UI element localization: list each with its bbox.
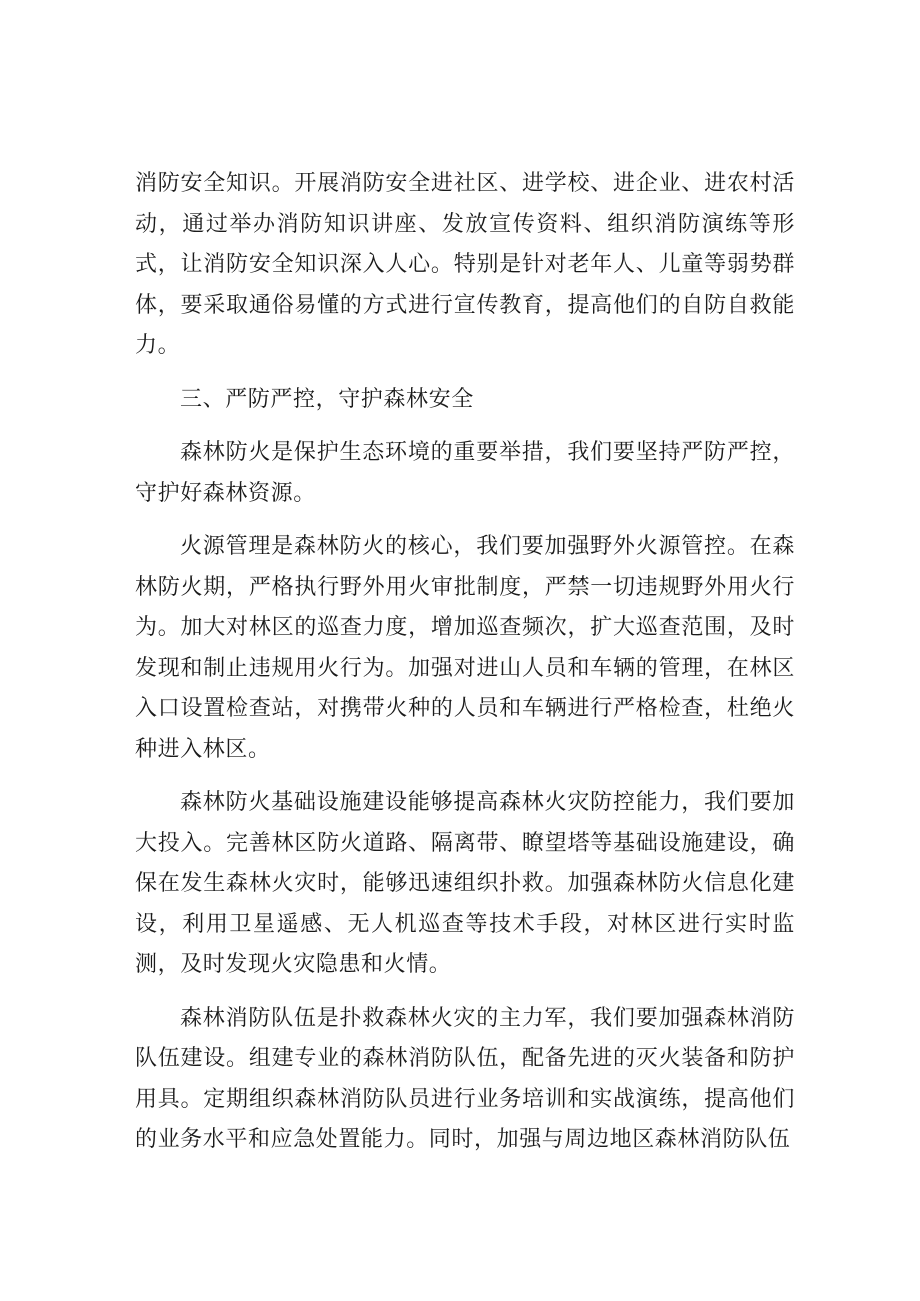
- paragraph-forest-fire-intro: 森林防火是保护生态环境的重要举措，我们要坚持严防严控，守护好森林资源。: [135, 440, 795, 506]
- paragraph-fire-brigade: 森林消防队伍是扑救森林火灾的主力军，我们要加强森林消防队伍建设。组建专业的森林消防队伍，配备先进的灭火装备和防护用具。定期组织森林消防队员进行业务培训和实战演练，提高他们的业务水平和应急处置能力。同时，加强与周边地区森林消防队伍: [135, 1005, 795, 1152]
- section-heading-forest-safety: 三、严防严控，守护森林安全: [180, 386, 474, 412]
- paragraph-fire-safety-education: 消防安全知识。开展消防安全进社区、进学校、进企业、进农村活动，通过举办消防知识讲座、发放宣传资料、组织消防演练等形式，让消防安全知识深入人心。特别是针对老年人、儿童等弱势群体，要采取通俗易懂的方式进行宣传教育，提高他们的自防自救能力。: [135, 171, 795, 358]
- paragraph-fire-source-management: 火源管理是森林防火的核心，我们要加强野外火源管控。在森林防火期，严格执行野外用火审批制度，严禁一切违规野外用火行为。加大对林区的巡查力度，增加巡查频次，扩大巡查范围，及时发现和制止违规用火行为。加强对进山人员和车辆的管理，在林区入口设置检查站，对携带火种的人员和车辆进行严格检查，杜绝火种进入林区。: [135, 534, 795, 762]
- document-body: [135, 164, 795, 1174]
- paragraph-infrastructure: 森林防火基础设施建设能够提高森林火灾防控能力，我们要加大投入。完善林区防火道路、隔离带、瞭望塔等基础设施建设，确保在发生森林火灾时，能够迅速组织扑救。加强森林防火信息化建设，利用卫星遥感、无人机巡查等技术手段，对林区进行实时监测，及时发现火灾隐患和火情。: [135, 790, 795, 977]
